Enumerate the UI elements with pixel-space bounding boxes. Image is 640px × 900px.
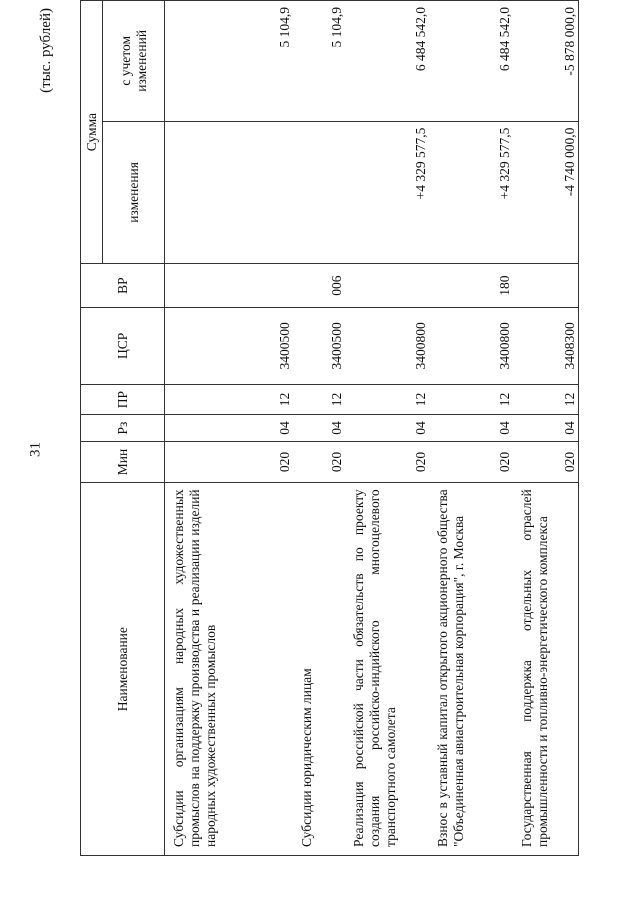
table-row [165, 1, 293, 856]
row-name: Государственная поддержка отдельных отраслей промышленности и топливно-энергетического комплекса [513, 483, 579, 856]
table-row [429, 1, 513, 856]
row-total: 6 484 542,0 [345, 1, 429, 122]
table-row [513, 1, 579, 856]
row-rz: 04 [513, 415, 579, 441]
row-min: 020 [293, 441, 345, 483]
header-changes: изменения [103, 121, 165, 263]
row-changes [165, 121, 293, 263]
row-vr [165, 264, 293, 308]
row-rz: 04 [165, 415, 293, 441]
header-csr: ЦСР [81, 307, 165, 384]
header-sum: Сумма [81, 1, 103, 264]
row-pr: 12 [429, 384, 513, 415]
header-with-changes: с учетом изменений [103, 1, 165, 122]
units-label: (тыс. рублей) [38, 8, 54, 93]
row-name: Субсидии организациям народных художественных промыслов на поддержку производства и реализации изделий народных художественных промыслов [165, 483, 293, 856]
row-name: Реализация российской части обязательств по проекту создания российско-индийского многоцелевого транспортного самолета [345, 483, 429, 856]
row-pr: 12 [513, 384, 579, 415]
row-changes: -4 740 000,0 [513, 121, 579, 263]
row-total: 5 104,9 [293, 1, 345, 122]
row-min: 020 [345, 441, 429, 483]
row-changes: +4 329 577,5 [345, 121, 429, 263]
row-csr: 3400500 [165, 307, 293, 384]
row-name: Взнос в уставный капитал открытого акционерного общества "Объединенная авиастроительная корпорация", г. Москва [429, 483, 513, 856]
table-row [345, 1, 429, 856]
header-vr: ВР [81, 264, 165, 308]
row-total: 5 104,9 [165, 1, 293, 122]
header-min: Мин [81, 441, 165, 483]
header-pr: ПР [81, 384, 165, 415]
row-vr [345, 264, 429, 308]
row-total: -5 878 000,0 [513, 1, 579, 122]
row-name: Субсидии юридическим лицам [293, 483, 345, 856]
row-changes: +4 329 577,5 [429, 121, 513, 263]
row-vr: 180 [429, 264, 513, 308]
row-pr: 12 [345, 384, 429, 415]
budget-table [80, 0, 579, 856]
row-vr: 006 [293, 264, 345, 308]
row-rz: 04 [429, 415, 513, 441]
row-min: 020 [429, 441, 513, 483]
page-number: 31 [27, 442, 44, 457]
header-rz: Рз [81, 415, 165, 441]
table-row [293, 1, 345, 856]
row-rz: 04 [293, 415, 345, 441]
row-rz: 04 [345, 415, 429, 441]
row-vr [513, 264, 579, 308]
row-pr: 12 [165, 384, 293, 415]
row-csr: 3400500 [293, 307, 345, 384]
header-name: Наименование [81, 483, 165, 856]
row-csr: 3408300 [513, 307, 579, 384]
row-pr: 12 [293, 384, 345, 415]
row-csr: 3400800 [429, 307, 513, 384]
row-min: 020 [513, 441, 579, 483]
row-total: 6 484 542,0 [429, 1, 513, 122]
row-min: 020 [165, 441, 293, 483]
row-changes [293, 121, 345, 263]
row-csr: 3400800 [345, 307, 429, 384]
